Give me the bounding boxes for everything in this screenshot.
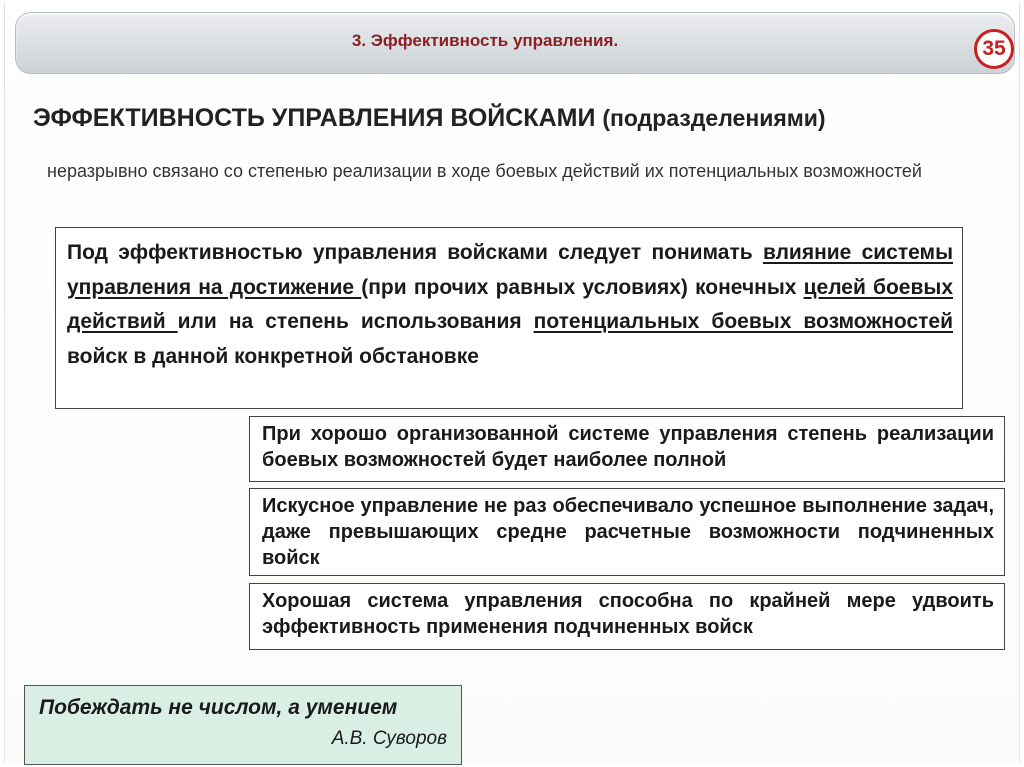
quote-author: А.В. Суворов [331,728,447,749]
main-heading-text: ЭФФЕКТИВНОСТЬ УПРАВЛЕНИЯ ВОЙСКАМИ [33,104,596,132]
slide [4,2,1020,762]
page-number-badge: 35 [974,29,1014,69]
slide-title: 3. Эффективность управления. [351,31,619,50]
quote-text: Побеждать не числом, а умением [39,696,398,719]
definition-box [55,227,963,409]
definition-text-1: Под эффективностью управления войсками следует понимать [67,241,763,264]
main-heading-parenthetical: (подразделениями) [602,105,826,131]
definition-underlined-1: влияние системы управления на достижение [67,241,954,299]
main-heading [33,104,826,133]
subheading: неразрывно связано со степенью реализации в ходе боевых действий их потенциальных возможностей [47,161,922,181]
definition-text-2: (при прочих равных условиях) конечных [361,275,804,299]
definition-text-3: или на степень использования [177,310,534,333]
header-bar [15,12,1015,74]
fact-box-3: Хорошая система управления способна по крайней мере удвоить эффективность применения подчиненных войск [249,583,1005,650]
fact-box-2: Искусное управление не раз обеспечивало успешное выполнение задач, даже превышающих средне расчетные возможности подчиненных войск [249,488,1005,576]
fact-box-1: При хорошо организованной системе управления степень реализации боевых возможностей будет наиболее полной [249,416,1005,482]
definition-underlined-2: целей боевых действий [67,275,954,333]
definition-text-4: войск в данной конкретной обстановке [67,344,479,368]
quote-box [24,685,462,765]
definition-underlined-3: потенциальных боевых возможностей [533,310,953,333]
